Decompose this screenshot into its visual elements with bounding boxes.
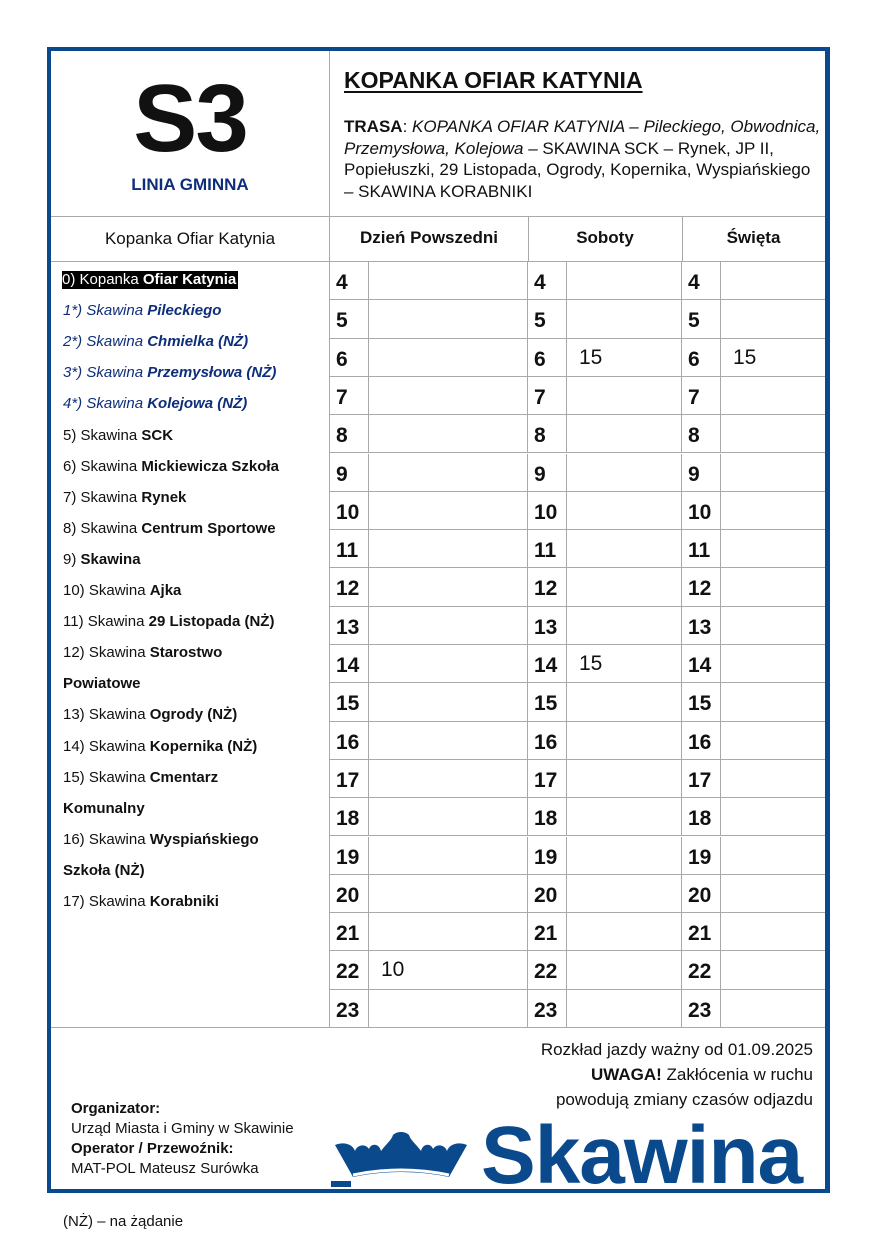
minutes-cell [567, 837, 682, 875]
stop-column-header: Kopanka Ofiar Katynia [51, 217, 330, 262]
route-description [344, 116, 824, 202]
hour-cell: 9 [330, 454, 369, 492]
hour-cell: 17 [528, 760, 567, 798]
minutes-cell [369, 530, 528, 568]
hour-cell: 16 [682, 722, 721, 760]
stop-prefix: 7) Skawina [63, 488, 142, 506]
stop-item [63, 582, 181, 600]
stop-item [63, 489, 186, 507]
grid-bottom-divider [51, 1027, 825, 1028]
minutes-cell [567, 262, 682, 300]
hour-cell: 6 [682, 339, 721, 377]
hour-cell: 18 [330, 798, 369, 836]
validity-notice [541, 1037, 813, 1112]
hour-cell: 9 [682, 454, 721, 492]
minutes-cell [369, 722, 528, 760]
day-header-saturday: Soboty [528, 217, 683, 262]
warning-text: Zakłócenia w ruchu [661, 1065, 813, 1084]
hour-cell: 21 [330, 913, 369, 951]
hour-cell: 21 [528, 913, 567, 951]
stop-prefix: 0) Kopanka [62, 271, 143, 288]
minutes-cell [369, 568, 528, 606]
stop-prefix: 5) Skawina [63, 426, 142, 444]
hour-cell: 16 [330, 722, 369, 760]
minutes-cell: 15 [721, 339, 825, 377]
stop-name: Ofiar Katynia [142, 271, 237, 288]
hour-cell: 5 [330, 300, 369, 338]
minutes-cell [721, 875, 825, 913]
stop-prefix: 4*) Skawina [63, 395, 148, 413]
minutes-cell [567, 454, 682, 492]
hour-cell: 20 [528, 875, 567, 913]
hour-cell: 10 [330, 492, 369, 530]
minutes-cell [721, 760, 825, 798]
hour-cell: 8 [682, 415, 721, 453]
stop-name: Powiatowe [63, 675, 141, 693]
hour-cell: 18 [682, 798, 721, 836]
hour-cell: 17 [330, 760, 369, 798]
hour-cell: 19 [528, 837, 567, 875]
crown-logo-icon [331, 1131, 471, 1189]
stop-prefix: 3*) Skawina [63, 364, 148, 382]
hour-cell: 22 [682, 951, 721, 989]
minutes-cell [567, 722, 682, 760]
stop-name: Cmentarz [149, 768, 219, 786]
minutes-cell [721, 837, 825, 875]
stop-prefix: 9) [63, 550, 81, 568]
minutes-cell [567, 568, 682, 606]
organizer-info [71, 1099, 294, 1179]
hour-cell: 20 [682, 875, 721, 913]
minutes-cell [567, 760, 682, 798]
minutes-cell [567, 875, 682, 913]
minutes-cell [369, 415, 528, 453]
hour-cell: 10 [528, 492, 567, 530]
hour-cell: 13 [528, 607, 567, 645]
destination-title: KOPANKA OFIAR KATYNIA [344, 67, 643, 93]
minutes-cell [721, 530, 825, 568]
minutes-cell [721, 990, 825, 1028]
hour-cell: 14 [682, 645, 721, 683]
hour-cell: 13 [682, 607, 721, 645]
hour-cell: 12 [528, 568, 567, 606]
hour-cell: 15 [682, 683, 721, 721]
stop-name: Kolejowa (NŻ) [147, 395, 248, 413]
minutes-cell [369, 760, 528, 798]
minutes-cell: 15 [567, 645, 682, 683]
stop-item [63, 364, 276, 382]
hour-cell: 19 [330, 837, 369, 875]
stop-item [63, 302, 221, 320]
minutes-cell: 15 [567, 339, 682, 377]
hour-cell: 22 [330, 951, 369, 989]
operator-label: Operator / Przewoźnik: [71, 1140, 234, 1157]
valid-from: Rozkład jazdy ważny od 01.09.2025 [540, 1040, 813, 1059]
minutes-cell [369, 300, 528, 338]
line-type: LINIA GMINNA [131, 175, 249, 194]
timetable-frame [47, 47, 830, 1230]
stop-name: Centrum Sportowe [141, 519, 276, 537]
stop-name: Przemysłowa (NŻ) [147, 364, 277, 382]
stop-prefix: 16) Skawina [63, 830, 150, 848]
stop-name: Chmielka (NŻ) [147, 333, 249, 351]
minutes-cell [721, 722, 825, 760]
hour-cell: 12 [330, 568, 369, 606]
hour-cell: 20 [330, 875, 369, 913]
stop-item [63, 738, 257, 756]
minutes-cell [721, 568, 825, 606]
stop-item [63, 800, 145, 818]
warning [541, 1062, 813, 1087]
hour-cell: 14 [330, 645, 369, 683]
stop-item [63, 675, 141, 693]
legend-note: (NŻ) – na żądanie [63, 1213, 184, 1230]
hour-cell: 11 [682, 530, 721, 568]
route-normal: – SKAWINA SCK – Rynek, JP II, Popiełuszki, 29 Listopada, Ogrody, Kopernika, Wyspiańskiego – SKAWINA KORABNIKI [344, 138, 811, 201]
hour-cell: 8 [330, 415, 369, 453]
stop-name: 29 Listopada (NŻ) [148, 613, 275, 631]
minutes-cell [369, 990, 528, 1028]
hour-cell: 4 [528, 262, 567, 300]
line-number: S3 [133, 65, 247, 172]
minutes-cell [567, 377, 682, 415]
hour-cell: 22 [528, 951, 567, 989]
minutes-cell [567, 798, 682, 836]
line-badge [51, 51, 330, 217]
hour-cell: 7 [528, 377, 567, 415]
hour-cell: 15 [330, 683, 369, 721]
hour-cell: 19 [682, 837, 721, 875]
stop-prefix: 11) Skawina [63, 613, 149, 631]
minutes-cell [369, 454, 528, 492]
minutes-cell [721, 262, 825, 300]
minutes-cell [369, 377, 528, 415]
operator-name: MAT-POL Mateusz Surówka [71, 1160, 259, 1177]
stop-item [63, 427, 173, 445]
stop-name: Szkoła (NŻ) [63, 861, 145, 879]
stop-prefix: 14) Skawina [63, 737, 150, 755]
hour-cell: 18 [528, 798, 567, 836]
minutes-cell [567, 990, 682, 1028]
hour-cell: 9 [528, 454, 567, 492]
stop-item [62, 271, 238, 289]
hour-cell: 17 [682, 760, 721, 798]
minutes-cell [721, 492, 825, 530]
stop-item [63, 706, 237, 724]
day-header-weekday: Dzień Powszedni [330, 217, 529, 262]
minutes-cell [567, 492, 682, 530]
hour-cell: 5 [528, 300, 567, 338]
minutes-cell [721, 951, 825, 989]
stop-prefix: 17) Skawina [63, 893, 150, 910]
stop-prefix: 1*) Skawina [63, 302, 148, 320]
minutes-cell [567, 951, 682, 989]
minutes-cell [369, 339, 528, 377]
minutes-cell [567, 300, 682, 338]
minutes-cell [567, 415, 682, 453]
minutes-cell [369, 492, 528, 530]
route-header [329, 51, 825, 217]
stop-name: Wyspiańskiego [149, 830, 259, 848]
minutes-cell [369, 798, 528, 836]
stop-item [63, 831, 259, 849]
brand-wordmark: Skawina [481, 1110, 803, 1201]
minutes-cell [567, 530, 682, 568]
stop-prefix: 12) Skawina [63, 644, 150, 662]
stop-name: Rynek [141, 488, 187, 506]
warning-label: UWAGA! [590, 1065, 662, 1084]
stop-item [63, 395, 247, 413]
hour-cell: 23 [330, 990, 369, 1028]
stop-item [63, 551, 141, 569]
hour-cell: 16 [528, 722, 567, 760]
hour-cell: 7 [682, 377, 721, 415]
hour-cell: 5 [682, 300, 721, 338]
minutes-cell [567, 683, 682, 721]
route-label: TRASA [344, 117, 403, 136]
minutes-cell [721, 454, 825, 492]
minutes-cell [721, 798, 825, 836]
hour-cell: 11 [330, 530, 369, 568]
stop-prefix: 8) Skawina [63, 519, 142, 537]
minutes-cell [721, 415, 825, 453]
minutes-cell [369, 607, 528, 645]
stop-name: Ajka [149, 582, 182, 599]
stop-prefix: 10) Skawina [63, 582, 150, 599]
hour-cell: 6 [528, 339, 567, 377]
stop-name: Korabniki [149, 893, 219, 910]
minutes-cell: 10 [369, 951, 528, 989]
minutes-cell [369, 645, 528, 683]
hour-cell: 4 [330, 262, 369, 300]
stop-item [63, 769, 218, 787]
stop-name: Mickiewicza Szkoła [141, 457, 279, 475]
hour-cell: 21 [682, 913, 721, 951]
stop-item [63, 893, 219, 911]
stop-name: Pileckiego [147, 302, 222, 320]
minutes-cell [369, 683, 528, 721]
minutes-cell [369, 913, 528, 951]
hour-cell: 6 [330, 339, 369, 377]
route-italic: KOPANKA OFIAR KATYNIA – Pileckiego, Obwodnica, Przemysłowa, Kolejowa [344, 117, 821, 158]
hour-cell: 7 [330, 377, 369, 415]
hour-cell: 23 [528, 990, 567, 1028]
hour-cell: 12 [682, 568, 721, 606]
route-sep: : [402, 117, 413, 136]
hour-cell: 8 [528, 415, 567, 453]
stop-name: Starostwo [149, 644, 223, 662]
minutes-cell [721, 377, 825, 415]
stop-prefix: 6) Skawina [63, 457, 142, 475]
minutes-cell [721, 645, 825, 683]
stop-prefix: 15) Skawina [63, 768, 150, 786]
day-header-holiday: Święta [682, 217, 825, 262]
minutes-cell [721, 683, 825, 721]
stop-item [63, 333, 248, 351]
stop-name: Komunalny [63, 799, 145, 817]
hour-cell: 23 [682, 990, 721, 1028]
hour-cell: 14 [528, 645, 567, 683]
stop-item [63, 862, 145, 880]
minutes-cell [369, 262, 528, 300]
organizer-label: Organizator: [71, 1100, 161, 1117]
stop-name: Ogrody (NŻ) [149, 706, 238, 724]
minutes-cell [369, 837, 528, 875]
stop-item [63, 520, 276, 538]
hour-cell: 4 [682, 262, 721, 300]
hour-cell: 15 [528, 683, 567, 721]
stop-name: Skawina [80, 550, 141, 568]
stop-prefix: 2*) Skawina [63, 333, 148, 351]
hour-cell: 11 [528, 530, 567, 568]
minutes-cell [369, 875, 528, 913]
minutes-cell [567, 607, 682, 645]
stop-item [63, 644, 222, 662]
stop-item [63, 613, 274, 631]
stop-prefix: 13) Skawina [63, 706, 150, 724]
minutes-cell [721, 300, 825, 338]
hour-cell: 10 [682, 492, 721, 530]
minutes-cell [567, 913, 682, 951]
stop-item [63, 458, 279, 476]
stop-name: Kopernika (NŻ) [149, 737, 258, 755]
minutes-cell [721, 607, 825, 645]
organizer-name: Urząd Miasta i Gminy w Skawinie [71, 1120, 294, 1137]
stop-name: SCK [141, 426, 174, 444]
minutes-cell [721, 913, 825, 951]
hour-cell: 13 [330, 607, 369, 645]
warning-text-2: powodują zmiany czasów odjazdu [555, 1090, 813, 1109]
